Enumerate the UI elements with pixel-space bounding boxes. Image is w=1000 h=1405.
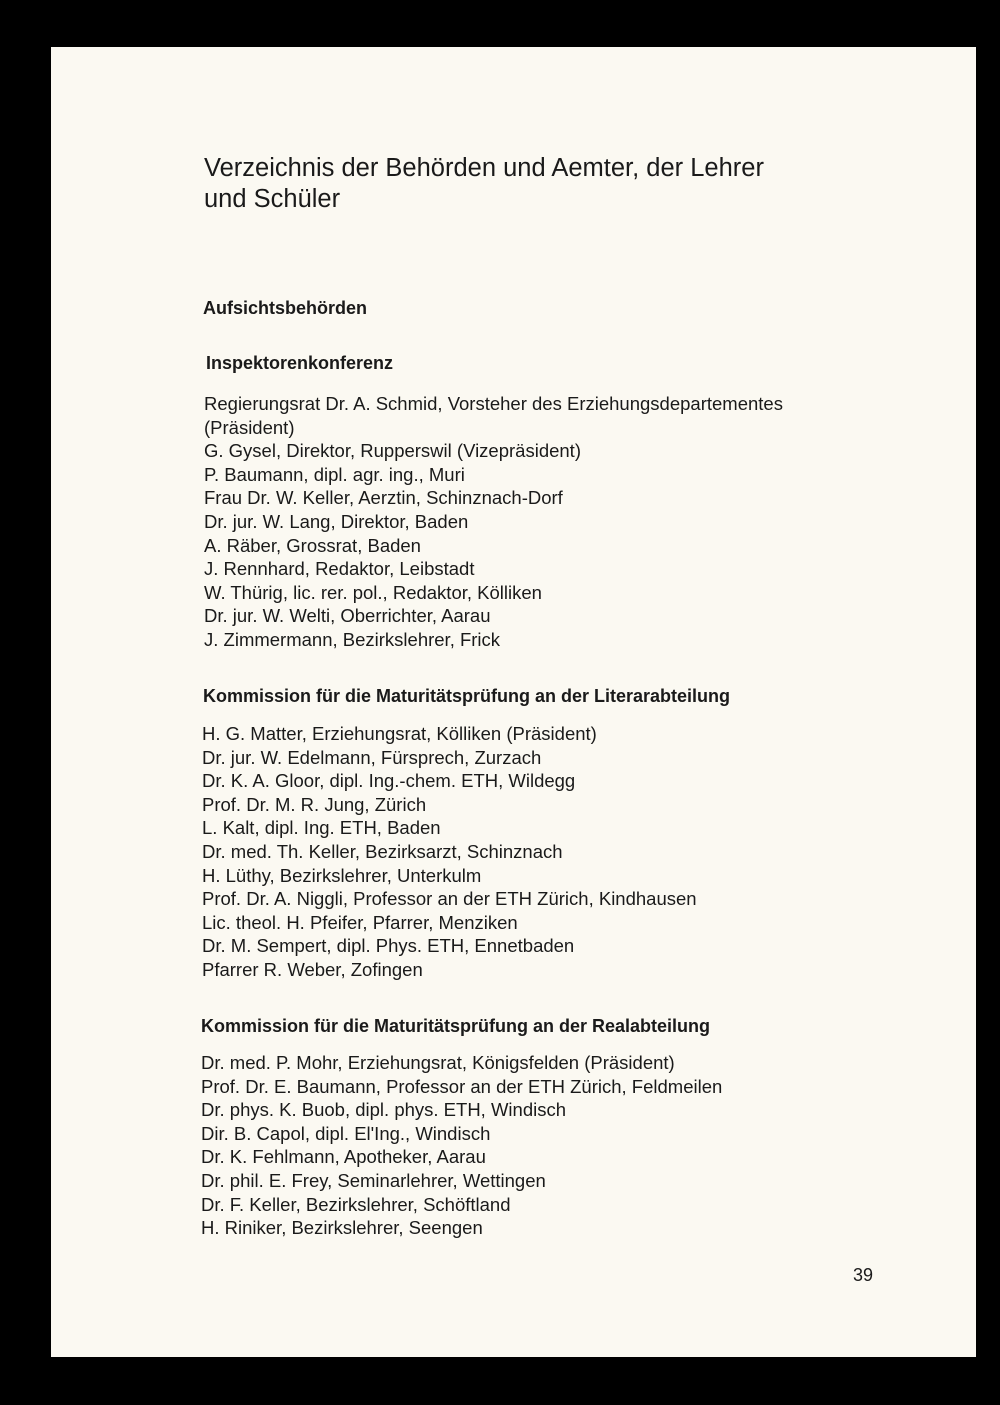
member-entry: L. Kalt, dipl. Ing. ETH, Baden	[202, 817, 441, 839]
inspektorenkonferenz-member-list	[204, 392, 783, 652]
member-entry: Prof. Dr. M. R. Jung, Zürich	[202, 793, 427, 815]
member-entry: Dr. F. Keller, Bezirkslehrer, Schöftland	[201, 1193, 511, 1215]
member-entry: (Präsident)	[204, 416, 295, 438]
member-entry: W. Thürig, lic. rer. pol., Redaktor, Kölliken	[204, 581, 542, 603]
member-entry: P. Baumann, dipl. agr. ing., Muri	[204, 463, 465, 485]
member-entry: Frau Dr. W. Keller, Aerztin, Schinznach-Dorf	[204, 487, 563, 509]
heading-inspektorenkonferenz: Inspektorenkonferenz	[206, 353, 394, 373]
member-entry: G. Gysel, Direktor, Rupperswil (Vizepräsident)	[204, 440, 581, 462]
member-entry: Dr. jur. W. Welti, Oberrichter, Aarau	[204, 605, 491, 627]
member-entry: H. Riniker, Bezirkslehrer, Seengen	[201, 1217, 483, 1239]
member-entry: Dir. B. Capol, dipl. El'Ing., Windisch	[201, 1122, 491, 1144]
member-entry: Dr. jur. W. Edelmann, Fürsprech, Zurzach	[202, 746, 542, 768]
member-entry: H. G. Matter, Erziehungsrat, Kölliken (Präsident)	[202, 723, 597, 744]
member-entry: Regierungsrat Dr. A. Schmid, Vorsteher des Erziehungsdepartementes	[204, 393, 783, 414]
member-entry: H. Lüthy, Bezirkslehrer, Unterkulm	[202, 864, 482, 886]
member-entry: Dr. K. A. Gloor, dipl. Ing.-chem. ETH, Wildegg	[202, 770, 576, 792]
section-heading-aufsichtsbehoerden: Aufsichtsbehörden	[203, 298, 368, 318]
page-number: 39	[853, 1265, 874, 1285]
member-entry: Dr. phil. E. Frey, Seminarlehrer, Wettingen	[201, 1169, 546, 1191]
heading-realabteilung: Kommission für die Maturitätsprüfung an der Realabteilung	[201, 1016, 711, 1036]
document-page	[51, 47, 976, 1357]
literarabteilung-member-list	[202, 722, 697, 982]
page-title-line-2: und Schüler	[204, 185, 341, 213]
member-entry: Pfarrer R. Weber, Zofingen	[202, 958, 423, 980]
member-entry: A. Räber, Grossrat, Baden	[204, 534, 421, 556]
realabteilung-member-list	[201, 1051, 722, 1240]
member-entry: Dr. phys. K. Buob, dipl. phys. ETH, Windisch	[201, 1099, 567, 1121]
page-title-line-1: Verzeichnis der Behörden und Aemter, der Lehrer	[204, 154, 764, 182]
member-entry: Prof. Dr. E. Baumann, Professor an der ETH Zürich, Feldmeilen	[201, 1075, 723, 1097]
member-entry: Dr. jur. W. Lang, Direktor, Baden	[204, 510, 469, 532]
member-entry: Dr. med. Th. Keller, Bezirksarzt, Schinznach	[202, 840, 563, 862]
member-entry: Prof. Dr. A. Niggli, Professor an der ETH Zürich, Kindhausen	[202, 888, 697, 910]
page-title	[204, 153, 904, 215]
member-entry: Dr. K. Fehlmann, Apotheker, Aarau	[201, 1146, 486, 1168]
member-entry: Lic. theol. H. Pfeifer, Pfarrer, Menziken	[202, 911, 518, 933]
heading-literarabteilung: Kommission für die Maturitätsprüfung an der Literarabteilung	[203, 686, 731, 706]
member-entry: Dr. med. P. Mohr, Erziehungsrat, Königsfelden (Präsident)	[201, 1052, 675, 1073]
member-entry: J. Zimmermann, Bezirkslehrer, Frick	[204, 628, 501, 650]
member-entry: J. Rennhard, Redaktor, Leibstadt	[204, 558, 475, 580]
member-entry: Dr. M. Sempert, dipl. Phys. ETH, Ennetbaden	[202, 935, 575, 957]
